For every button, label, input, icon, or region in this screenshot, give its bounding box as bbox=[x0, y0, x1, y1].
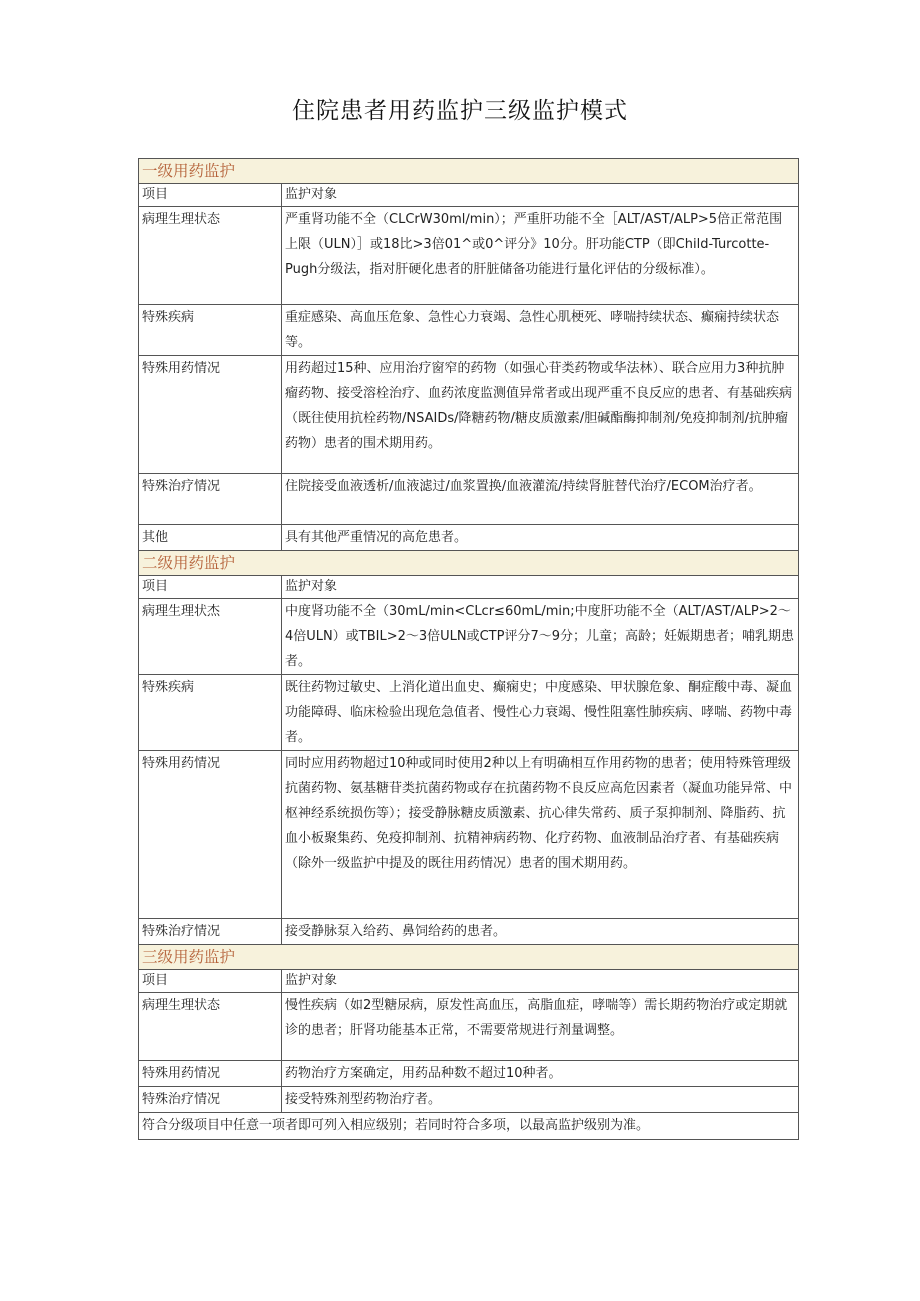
table-row bbox=[139, 675, 799, 751]
row-content: 中度肾功能不全（30mL/min<CLcr≤60mL/min;中度肝功能不全（ALT/AST/ALP>2〜4倍ULN）或TBIL>2〜3倍ULN或CTP评分7〜9分；儿童；高龄；妊娠期患者；哺乳期患者。 bbox=[282, 599, 799, 675]
row-item-label: 病理生理状态 bbox=[139, 993, 282, 1061]
level-3-heading: 三级用药监护 bbox=[139, 945, 799, 970]
column-header-target: 监护对象 bbox=[282, 970, 799, 993]
level-3-heading-row bbox=[139, 945, 799, 970]
column-header-item: 项目 bbox=[139, 576, 282, 599]
row-item-label: 特殊用药情况 bbox=[139, 751, 282, 919]
row-content: 严重肾功能不全（CLCrW30ml∕min）；严重肝功能不全［ALT/AST/ALP>5倍正常范围上限（ULN）］或18比>3倍01^或0^评分》10分。肝功能CTP（即Child-Turcotte-Pugh分级法，指对肝硬化患者的肝脏储备功能进行量化评估的分级标准）。 bbox=[282, 207, 799, 305]
column-header-item: 项目 bbox=[139, 970, 282, 993]
row-content: 同时应用药物超过10种或同时使用2种以上有明确相互作用药物的患者；使用特殊管理级抗菌药物、氨基糖苷类抗菌药物或存在抗菌药物不良反应高危因素者（凝血功能异常、中枢神经系统损伤等）；接受静脉糖皮质激素、抗心律失常药、质子泵抑制剂、降脂药、抗血小板聚集药、免疫抑制剂、抗精神病药物、化疗药物、血液制品治疗者、有基础疾病（除外一级监护中提及的既往用药情况）患者的围术期用药。 bbox=[282, 751, 799, 919]
row-content: 接受静脉泵入给药、鼻饲给药的患者。 bbox=[282, 919, 799, 945]
table-row bbox=[139, 993, 799, 1061]
row-content: 药物治疗方案确定，用药品种数不超过10种者。 bbox=[282, 1061, 799, 1087]
row-item-label: 特殊治疗情况 bbox=[139, 919, 282, 945]
table-row bbox=[139, 207, 799, 305]
row-content: 具有其他严重情况的高危患者。 bbox=[282, 525, 799, 551]
column-header-target: 监护对象 bbox=[282, 184, 799, 207]
row-item-label: 特殊治疗情况 bbox=[139, 474, 282, 525]
table-row bbox=[139, 1087, 799, 1113]
row-item-label: 特殊治疗情况 bbox=[139, 1087, 282, 1113]
table-row bbox=[139, 356, 799, 474]
table-row bbox=[139, 474, 799, 525]
row-content: 重症感染、高血压危象、急性心力衰竭、急性心肌梗死、哮喘持续状态、癫痫持续状态等。 bbox=[282, 305, 799, 356]
row-item-label: 病理生理状杰 bbox=[139, 599, 282, 675]
row-item-label: 其他 bbox=[139, 525, 282, 551]
level-2-heading-row bbox=[139, 551, 799, 576]
row-content: 慢性疾病（如2型糖尿病，原发性高血压，高脂血症，哮喘等）需长期药物治疗或定期就诊的患者；肝肾功能基本正常，不需要常规进行剂量调整。 bbox=[282, 993, 799, 1061]
table-row bbox=[139, 751, 799, 919]
row-item-label: 病理生理状态 bbox=[139, 207, 282, 305]
footnote: 符合分级项目中任意一项者即可列入相应级别；若同时符合多项，以最高监护级别为准。 bbox=[139, 1113, 799, 1140]
column-header-target: 监护对象 bbox=[282, 576, 799, 599]
row-item-label: 特殊疾病 bbox=[139, 675, 282, 751]
level-3-header-row bbox=[139, 970, 799, 993]
row-item-label: 特殊用药情况 bbox=[139, 356, 282, 474]
table-row bbox=[139, 599, 799, 675]
level-1-header-row bbox=[139, 184, 799, 207]
table-row bbox=[139, 305, 799, 356]
row-content: 住院接受血液透析/血液滤过/血浆置换/血液灌流/持续肾脏替代治疗/ECOM治疗者。 bbox=[282, 474, 799, 525]
row-item-label: 特殊用药情况 bbox=[139, 1061, 282, 1087]
monitoring-table bbox=[138, 158, 799, 1140]
page-title: 住院患者用药监护三级监护模式 bbox=[292, 98, 628, 124]
level-1-heading-row bbox=[139, 159, 799, 184]
row-content: 用药超过15种、应用治疗窗窄的药物（如强心苷类药物或华法林）、联合应用力3种抗肿瘤药物、接受溶栓治疗、血药浓度监测值异常者或出现严重不良反应的患者、有基础疾病（既往使用抗栓药物/NSAIDs/降糖药物/糖皮质激素/胆碱酯酶抑制剂/免疫抑制剂/抗肿瘤药物）患者的围术期用药。 bbox=[282, 356, 799, 474]
row-content: 接受特殊剂型药物治疗者。 bbox=[282, 1087, 799, 1113]
level-2-header-row bbox=[139, 576, 799, 599]
level-1-heading: 一级用药监护 bbox=[139, 159, 799, 184]
table-row bbox=[139, 1061, 799, 1087]
row-item-label: 特殊疾病 bbox=[139, 305, 282, 356]
column-header-item: 项目 bbox=[139, 184, 282, 207]
table-row bbox=[139, 919, 799, 945]
table-row bbox=[139, 525, 799, 551]
level-2-heading: 二级用药监护 bbox=[139, 551, 799, 576]
row-content: 既往药物过敏史、上消化道出血史、癫痫史；中度感染、甲状腺危象、酮症酸中毒、凝血功能障碍、临床检验出现危急值者、慢性心力衰竭、慢性阻塞性肺疾病、哮喘、药物中毒者。 bbox=[282, 675, 799, 751]
footnote-row bbox=[139, 1113, 799, 1140]
